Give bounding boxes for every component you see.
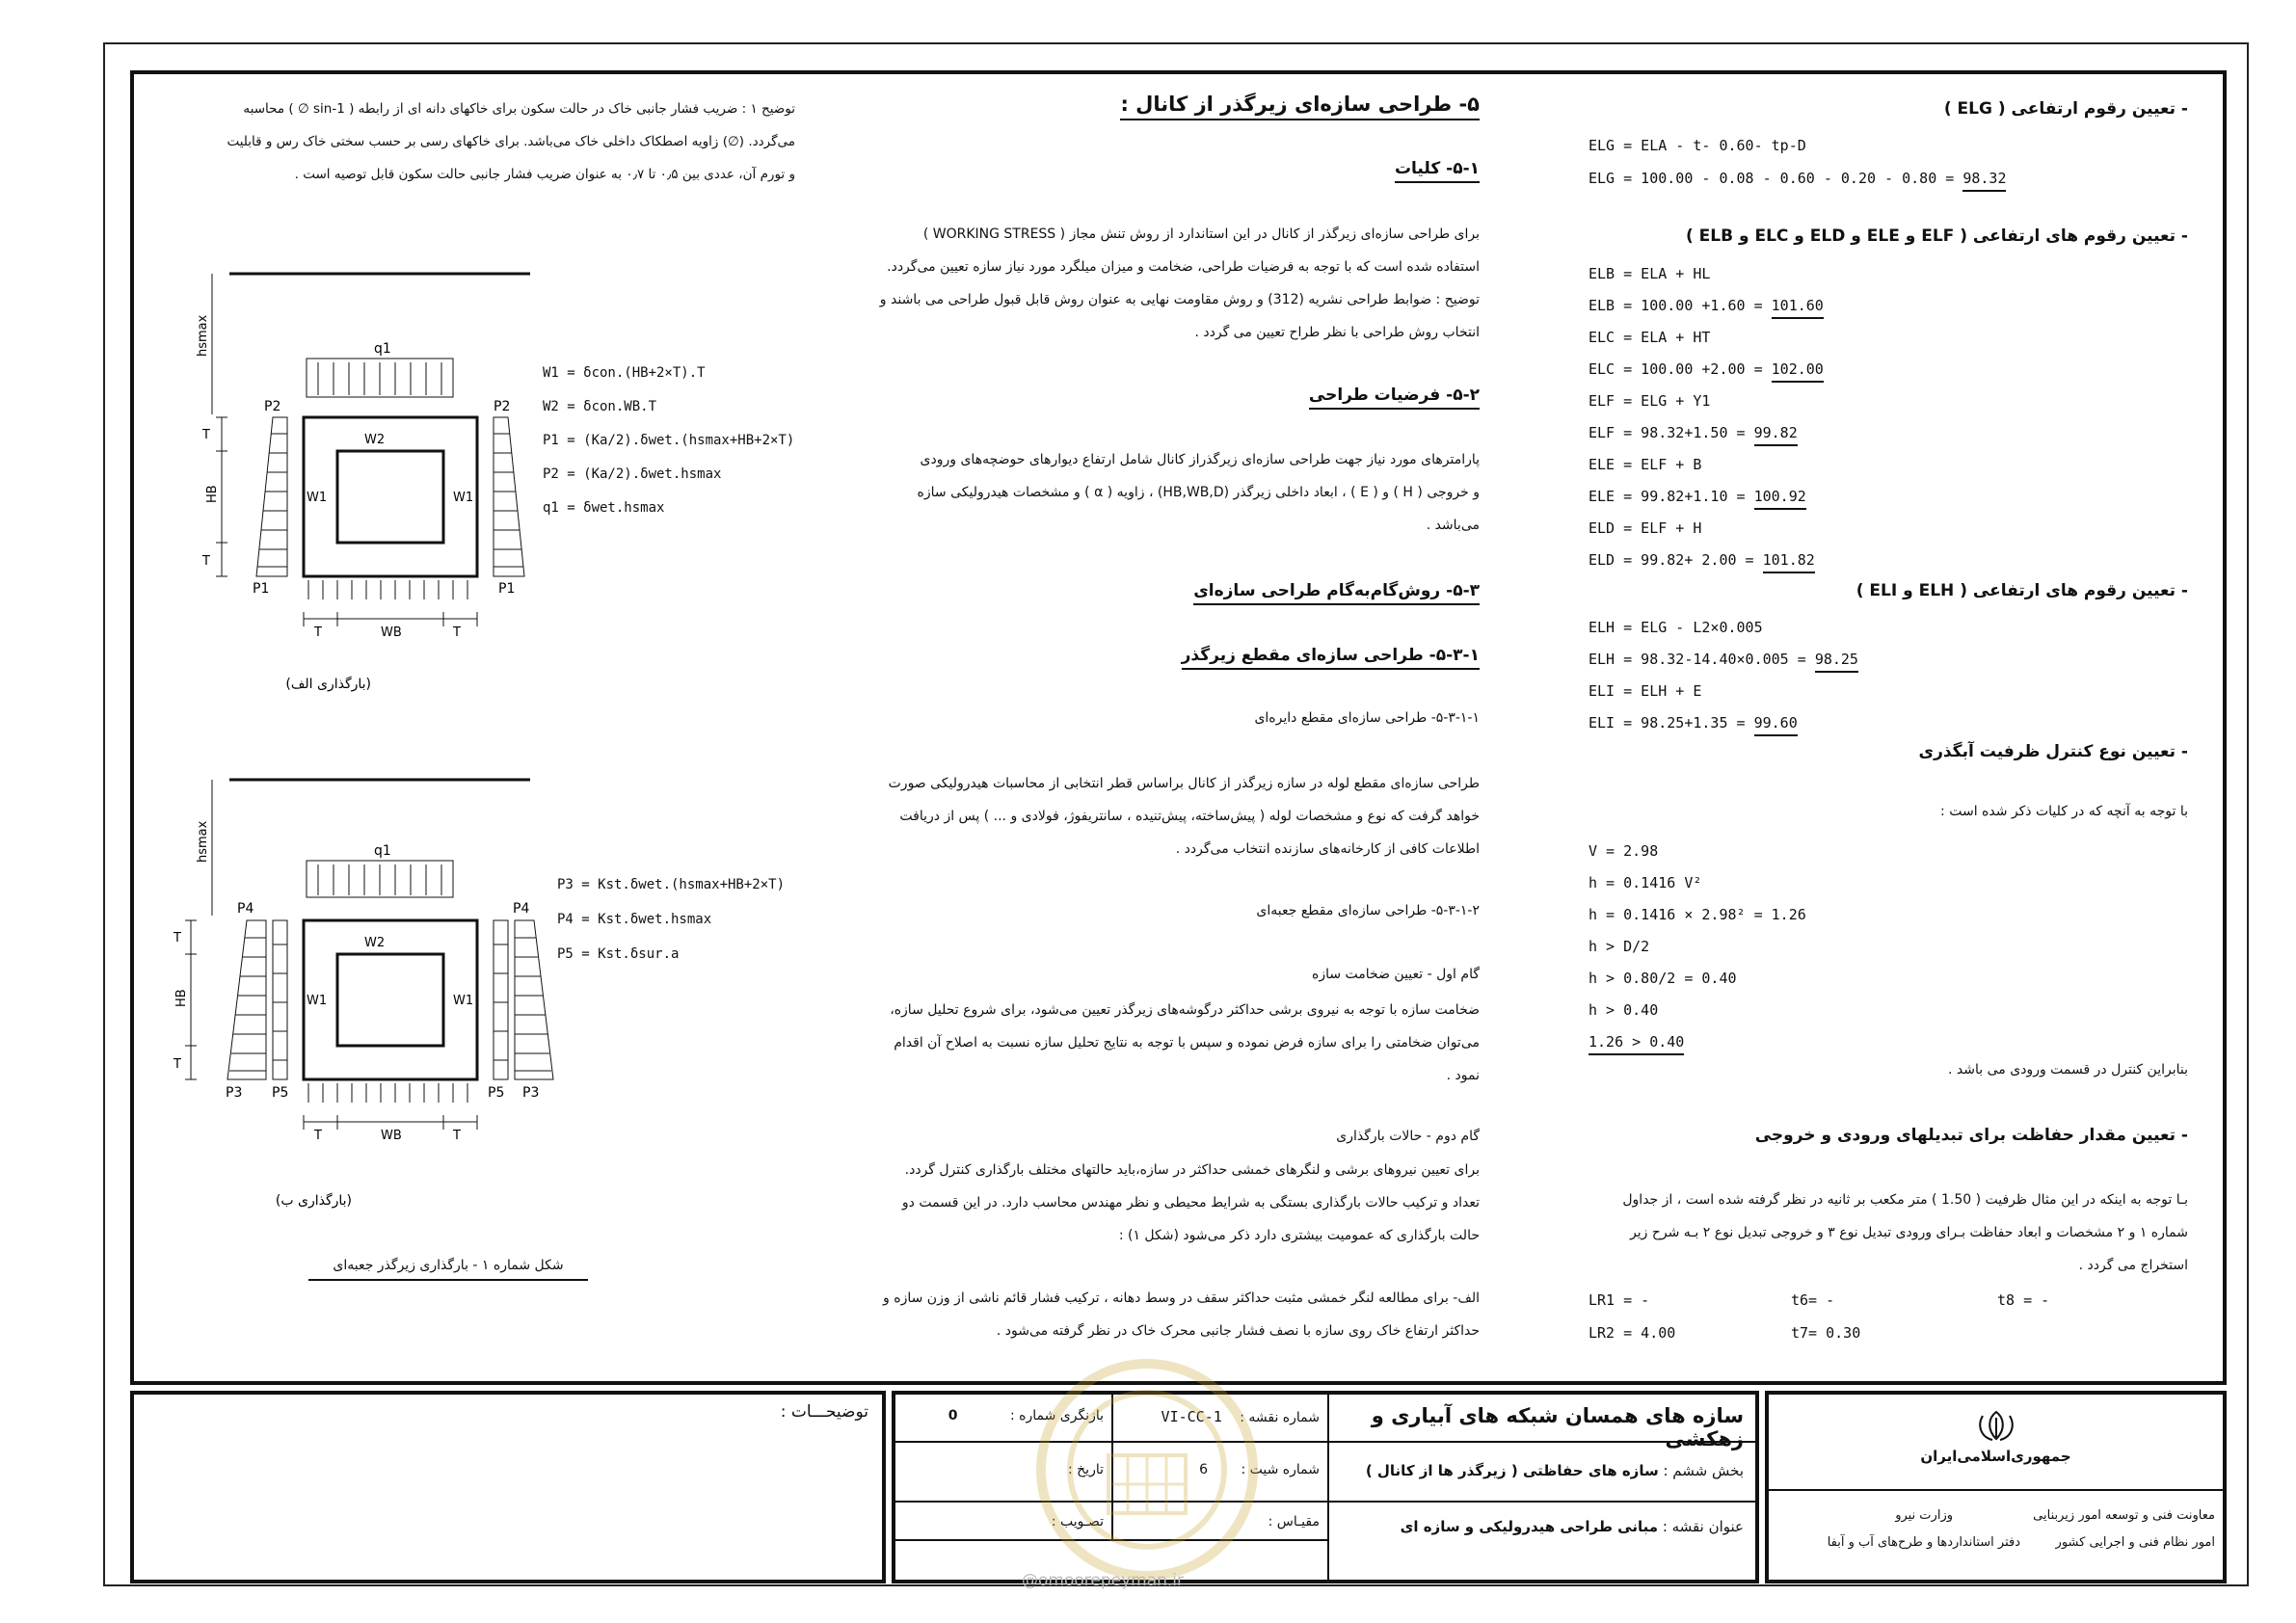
w1-right-label: W1 [453, 994, 474, 1008]
section-5-1-title: ۵-۱- کلیات [1060, 159, 1480, 178]
section-5-3-1-1-title: ۵-۳-۱-۱- طراحی سازه‌ای مقطع دایره‌ای [1254, 710, 1480, 726]
protection-title: - تعیین مقدار حفاظت برای تبدیلهای ورودی و خروجی [1754, 1126, 2188, 1145]
deputy-label: معاونت فنی و توسعه امور زیربنایی [2033, 1508, 2215, 1523]
approval-cell: تصـویب : [1051, 1514, 1104, 1530]
formula: P2 = (Ka/2).δwet.hsmax [543, 466, 722, 482]
protection-line: شماره ۱ و ۲ مشخصات و ابعاد حفاظت بـرای ورودی تبدیل نوع ۳ و خروجی تبدیل نوع ۲ بـه شرح زیر [1630, 1225, 2188, 1240]
wb-label: WB [381, 1129, 402, 1143]
w1-right-label: W1 [453, 491, 474, 505]
elf-title: - تعیین رقوم های ارتفاعی ( ELF و ELE و ELD و ELC و ELB ) [1685, 226, 2188, 246]
control-conclusion: بنابراین کنترل در قسمت ورودی می باشد . [1948, 1062, 2188, 1078]
calc-line: h = 0.1416 × 2.98² = 1.26 [1589, 906, 1806, 923]
p2-right-label: P2 [494, 399, 511, 414]
formula: P4 = Kst.δwet.hsmax [557, 912, 712, 927]
q1-arrows [318, 362, 441, 395]
hb-label: HB [205, 485, 220, 503]
p4-left-label: P4 [237, 901, 254, 917]
office-label-2: دفتر استانداردها و طرح‌های آب و آبفا [1827, 1535, 2020, 1550]
paragraph-line: و خروجی ( H ) و ( E ) ، ابعاد داخلی زیرگذر (HB,WB,D) ، زاویه ( α ) و مشخصات هیدرولیکی سازه [917, 485, 1480, 500]
q1-arrows [318, 865, 441, 895]
t8: t8 = - [1997, 1291, 2050, 1309]
alef-text [848, 1282, 1480, 1347]
paragraph-line: طراحی سازه‌ای مقطع لوله در سازه زیرگذر از کانال براساس قطر انتخابی از محاسبات هیدرولیکی صورت [888, 776, 1480, 791]
formulas-a [543, 357, 794, 525]
formula: q1 = δwet.hsmax [543, 500, 665, 516]
notes-label: توضیحـــات : [780, 1402, 868, 1422]
note-line: می‌گردد. (∅) زاویه اصطکاک داخلی خاک می‌باشد. برای خاکهای رسی بر حسب سختی خاک رس و قابلیت [227, 134, 795, 149]
section-cell: بخش ششم : سازه های حفاظتی ( زیرگذر ها از کانال ) [1365, 1462, 1744, 1479]
emblem-icon [1975, 1408, 2017, 1443]
elevation-list [1589, 265, 2070, 583]
paragraph-line: ضخامت سازه با توجه به نیروی برشی حداکثر درگوشه‌های زیرگذر تعیین می‌شود، برای شروع تحلیل سازه، [890, 1002, 1480, 1018]
elg-eq2: ELG = 100.00 - 0.08 - 0.60 - 0.20 - 0.80 = 98.32 [1589, 170, 2006, 187]
paragraph-line: حداکثر ارتفاع خاک روی سازه با نصف فشار جانبی محرک خاک در نظر گرفته می‌شود . [996, 1323, 1480, 1339]
lateral-arrows-left [257, 434, 287, 567]
box-outer-wall [304, 417, 477, 576]
lateral-arrows-left [229, 938, 287, 1071]
t-label: T [174, 1057, 181, 1072]
ministry-label: وزارت نیرو [1895, 1508, 1953, 1523]
loading-diagram-a [164, 260, 578, 713]
p2-left-label: P2 [264, 399, 281, 414]
elev-line: ELI = ELH + E [1589, 682, 1702, 700]
elev-line: ELC = 100.00 +2.00 = 102.00 [1589, 360, 2070, 392]
t-label: T [453, 625, 461, 640]
paragraph-line: برای طراحی سازه‌ای زیرگذر از کانال در این استاندارد از روش تنش مجاز ( WORKING STRESS ) [922, 226, 1480, 242]
control-title: - تعیین نوع کنترل ظرفیت آبگذری [1918, 742, 2188, 761]
notes-box [130, 1391, 886, 1583]
paragraph-line: پارامترهای مورد نیاز جهت طراحی سازه‌ای زیرگذراز کانال شامل ارتفاع دیوارهای حوضچه‌های ورودی [920, 452, 1480, 467]
base-reaction-arrows [308, 1083, 467, 1103]
elev-line: ELH = 98.32-14.40×0.005 = 98.25 [1589, 651, 2070, 682]
section-5-3-title: ۵-۳- روش‌گام‌به‌گام طراحی سازه‌ای [1060, 581, 1480, 600]
t-label: T [202, 428, 210, 442]
p5-right-label: P5 [488, 1085, 505, 1101]
paragraph-line: اطلاعات کافی از کارخانه‌های سازنده انتخاب می‌گردد . [1175, 841, 1480, 857]
page-number: 6 [1199, 1462, 1209, 1477]
paragraph-line: می‌توان ضخامتی را برای سازه فرض نموده و سپس با توجه به نتایج تحلیل سازه نسبت به اصلاح آن اقدام [894, 1035, 1480, 1051]
control-intro: با توجه به آنچه که در کلیات ذکر شده است : [1940, 804, 2188, 819]
page-cell: شماره شیت : 6 [1199, 1462, 1320, 1477]
box-outer-wall [304, 920, 477, 1079]
q1-label: q1 [374, 341, 391, 357]
organisation-block [1765, 1391, 2227, 1583]
t-label: T [314, 625, 322, 640]
t6: t6= - [1791, 1291, 1835, 1309]
step1-title: گام اول - تعیین ضخامت سازه [1311, 967, 1480, 982]
protection-text [1581, 1184, 2188, 1282]
elev-line: ELI = 98.25+1.35 = 99.60 [1589, 714, 2070, 746]
elev-line: ELD = ELF + H [1589, 519, 1702, 537]
t-label: T [314, 1129, 322, 1143]
t-label: T [453, 1129, 461, 1143]
box-inner-opening [337, 451, 443, 543]
w2-label: W2 [364, 936, 386, 950]
revision-number: 0 [948, 1408, 958, 1423]
formula: P1 = (Ka/2).δwet.(hsmax+HB+2×T) [543, 433, 795, 448]
t-label: T [174, 931, 181, 945]
sheet-number: VI-CC-1 [1161, 1408, 1222, 1425]
protection-line: استخراج می گردد . [2078, 1258, 2188, 1273]
section-5-1-text [848, 218, 1480, 349]
hb-label: HB [174, 989, 189, 1007]
lateral-pressure-left [256, 417, 287, 576]
elevation-list-2 [1589, 619, 2070, 746]
paragraph-line: خواهد گرفت که نوع و مشخصات لوله ( پیش‌ساخته، پیش‌تنیده ، سانتریفوژ، فولادی و ... ) پس از دریافت [899, 809, 1480, 824]
elg-title: - تعیین رقوم ارتفاعی ( ELG ) [1943, 99, 2188, 119]
elg-result: 98.32 [1962, 170, 2006, 192]
p5-left-label: P5 [272, 1085, 289, 1101]
elev-line: ELE = 99.82+1.10 = 100.92 [1589, 488, 2070, 519]
q1-label: q1 [374, 843, 391, 859]
formula: W2 = δcon.WB.T [543, 399, 657, 414]
watermark-text: @omoorepeyman.ir [1022, 1571, 1185, 1590]
fig-a-caption: (بارگذاری الف) [285, 677, 371, 692]
lateral-pressure-right [494, 417, 524, 576]
t7: t7= 0.30 [1791, 1324, 1861, 1342]
elev-line: ELH = ELG - L2×0.005 [1589, 619, 1763, 636]
title-cell: عنوان نقشه : مبانی طراحی هیدرولیکی و سازه ای [1400, 1518, 1744, 1535]
formula: P5 = Kst.δsur.a [557, 946, 680, 962]
lr1: LR1 = - [1589, 1291, 1650, 1309]
elev-line: ELD = 99.82+ 2.00 = 101.82 [1589, 551, 2070, 583]
p3-left-label: P3 [226, 1085, 243, 1101]
section-5-2-text [848, 443, 1480, 542]
hsmax-label: hsmax [196, 314, 210, 357]
paragraph-line: حالت بارگذاری که عمومیت بیشتری دارد ذکر می‌شود (شکل ۱) : [1118, 1228, 1480, 1243]
step2-text [848, 1154, 1480, 1252]
sheet-number-cell: شماره نقشه : VI-CC-1 [1161, 1408, 1320, 1425]
lr2: LR2 = 4.00 [1589, 1324, 1676, 1342]
elev-line: ELC = ELA + HT [1589, 329, 1711, 346]
fig-b-caption: (بارگذاری ب) [275, 1193, 352, 1209]
note-line: توضیح ۱ : ضریب فشار جانبی خاک در حالت سکون برای خاکهای دانه ای از رابطه ( 1-sin ∅ ) محاسبه [243, 101, 795, 117]
lateral-arrows-right [494, 938, 551, 1071]
formulas-b [557, 867, 785, 971]
paragraph-line: الف- برای مطالعه لنگر خمشی مثبت حداکثر سقف در وسط دهانه ، ترکیب فشار قائم ناشی از وزن سازه و [883, 1290, 1480, 1306]
elev-line: ELE = ELF + B [1589, 456, 1702, 473]
p3-right-label: P3 [522, 1085, 540, 1101]
hsmax-label: hsmax [196, 820, 210, 863]
elev-line: ELF = 98.32+1.50 = 99.82 [1589, 424, 2070, 456]
date-cell: تاریخ : [1067, 1462, 1104, 1477]
figure-1-caption: شکل شماره ۱ - بارگذاری زیرگذر جعبه‌ای [308, 1258, 588, 1281]
drawing-title: مبانی طراحی هیدرولیکی و سازه ای [1400, 1518, 1659, 1535]
note-line: و تورم آن، عددی بین ۰٫۵ تا ۰٫۷ به عنوان ضریب فشار جانبی حالت سکون قابل توصیه است . [294, 167, 795, 182]
calc-line: V = 2.98 [1589, 842, 1659, 860]
republic-label: جمهوری‌اسلامی‌ایران [1920, 1448, 2071, 1465]
section-5-2-title: ۵-۲- فرضیات طراحی [1060, 386, 1480, 405]
calc-line: h > 0.40 [1589, 1001, 1659, 1019]
elev-line: ELF = ELG + Y1 [1589, 392, 1711, 410]
paragraph-line: توضیح : ضوابط طراحی نشریه (312) و روش مقاومت نهایی به عنوان روش قابل قبول طراحی می باشند و [879, 292, 1480, 307]
office-label-1: امور نظام فنی و اجرایی کشور [2055, 1535, 2215, 1550]
elev-line: ELB = ELA + HL [1589, 265, 1711, 282]
section-name: سازه های حفاظتی ( زیرگذر ها از کانال ) [1365, 1462, 1659, 1479]
calc-line: h > 0.80/2 = 0.40 [1589, 970, 1737, 987]
calc-line: h = 0.1416 V² [1589, 874, 1702, 891]
step2-title: گام دوم - حالات بارگذاری [1336, 1129, 1480, 1144]
w2-label: W2 [364, 433, 386, 447]
protection-line: بـا توجه به اینکه در این مثال ظرفیت ( 1.50 ) متر مکعب بر ثانیه در نظر گرفته شده است ، از جداول [1622, 1192, 2188, 1208]
formula: W1 = δcon.(HB+2×T).T [543, 365, 706, 381]
elev-line: ELB = 100.00 +1.60 = 101.60 [1589, 297, 2070, 329]
lateral-arrows-right [494, 434, 523, 567]
paragraph-line: نمود . [1446, 1068, 1480, 1083]
control-calcs [1589, 842, 1974, 1065]
section-5-3-1-title: ۵-۳-۱- طراحی سازه‌ای مقطع زیرگذر [1060, 646, 1480, 665]
section-5-title: ۵- طراحی سازه‌ای زیرگذر از کانال : [1060, 93, 1480, 116]
p1-right-label: P1 [498, 581, 516, 597]
paragraph-line: استفاده شده است که با توجه به فرضیات طراحی، ضخامت و میزان میلگرد مورد نیاز سازه تعیین می‌گردد. [887, 259, 1480, 275]
section-5-3-1-2-title: ۵-۳-۱-۲- طراحی سازه‌ای مقطع جعبه‌ای [1256, 903, 1480, 918]
box-inner-opening [337, 954, 443, 1046]
paragraph-line: تعداد و ترکیب حالات بارگذاری بستگی به شرایط محیطی و نظر مهندس محاسب دارد. در این قسمت دو [901, 1195, 1480, 1211]
section-5-3-1-1-text [848, 767, 1480, 865]
elh-title: - تعیین رقوم های ارتفاعی ( ELH و ELI ) [1855, 581, 2188, 600]
w1-left-label: W1 [307, 491, 328, 505]
base-reaction-arrows [308, 580, 467, 599]
calc-line: 1.26 > 0.40 [1589, 1033, 1684, 1055]
watermark-logo [1002, 1349, 1292, 1600]
loading-diagram-b [164, 766, 578, 1267]
lateral-pressure-left [227, 920, 266, 1079]
lateral-pressure-right [515, 920, 553, 1079]
wb-label: WB [381, 625, 402, 640]
paragraph-line: برای تعیین نیروهای برشی و لنگرهای خمشی حداکثر در سازه،باید حالتهای مختلف بارگذاری کنترل گردد. [904, 1162, 1480, 1178]
project-title: سازه های همسان شبکه های آبیاری و زهکشی [1371, 1404, 1744, 1450]
formula: P3 = Kst.δwet.(hsmax+HB+2×T) [557, 877, 786, 892]
calc-line: h > D/2 [1589, 938, 1650, 955]
revision-cell: بازنگری شماره : 0 [948, 1408, 1104, 1423]
elg-eq1: ELG = ELA - t- 0.60- tp-D [1589, 137, 1806, 154]
paragraph-line: می‌باشد . [1426, 518, 1480, 533]
note-1 [164, 93, 795, 191]
scale-cell: مقیـاس : [1268, 1514, 1320, 1530]
w1-left-label: W1 [307, 994, 328, 1008]
paragraph-line: انتخاب روش طراحی با نظر طراح تعیین می گردد . [1194, 325, 1480, 340]
step1-text [848, 994, 1480, 1092]
p1-left-label: P1 [253, 581, 270, 597]
t-label: T [202, 554, 210, 569]
p4-right-label: P4 [513, 901, 530, 917]
